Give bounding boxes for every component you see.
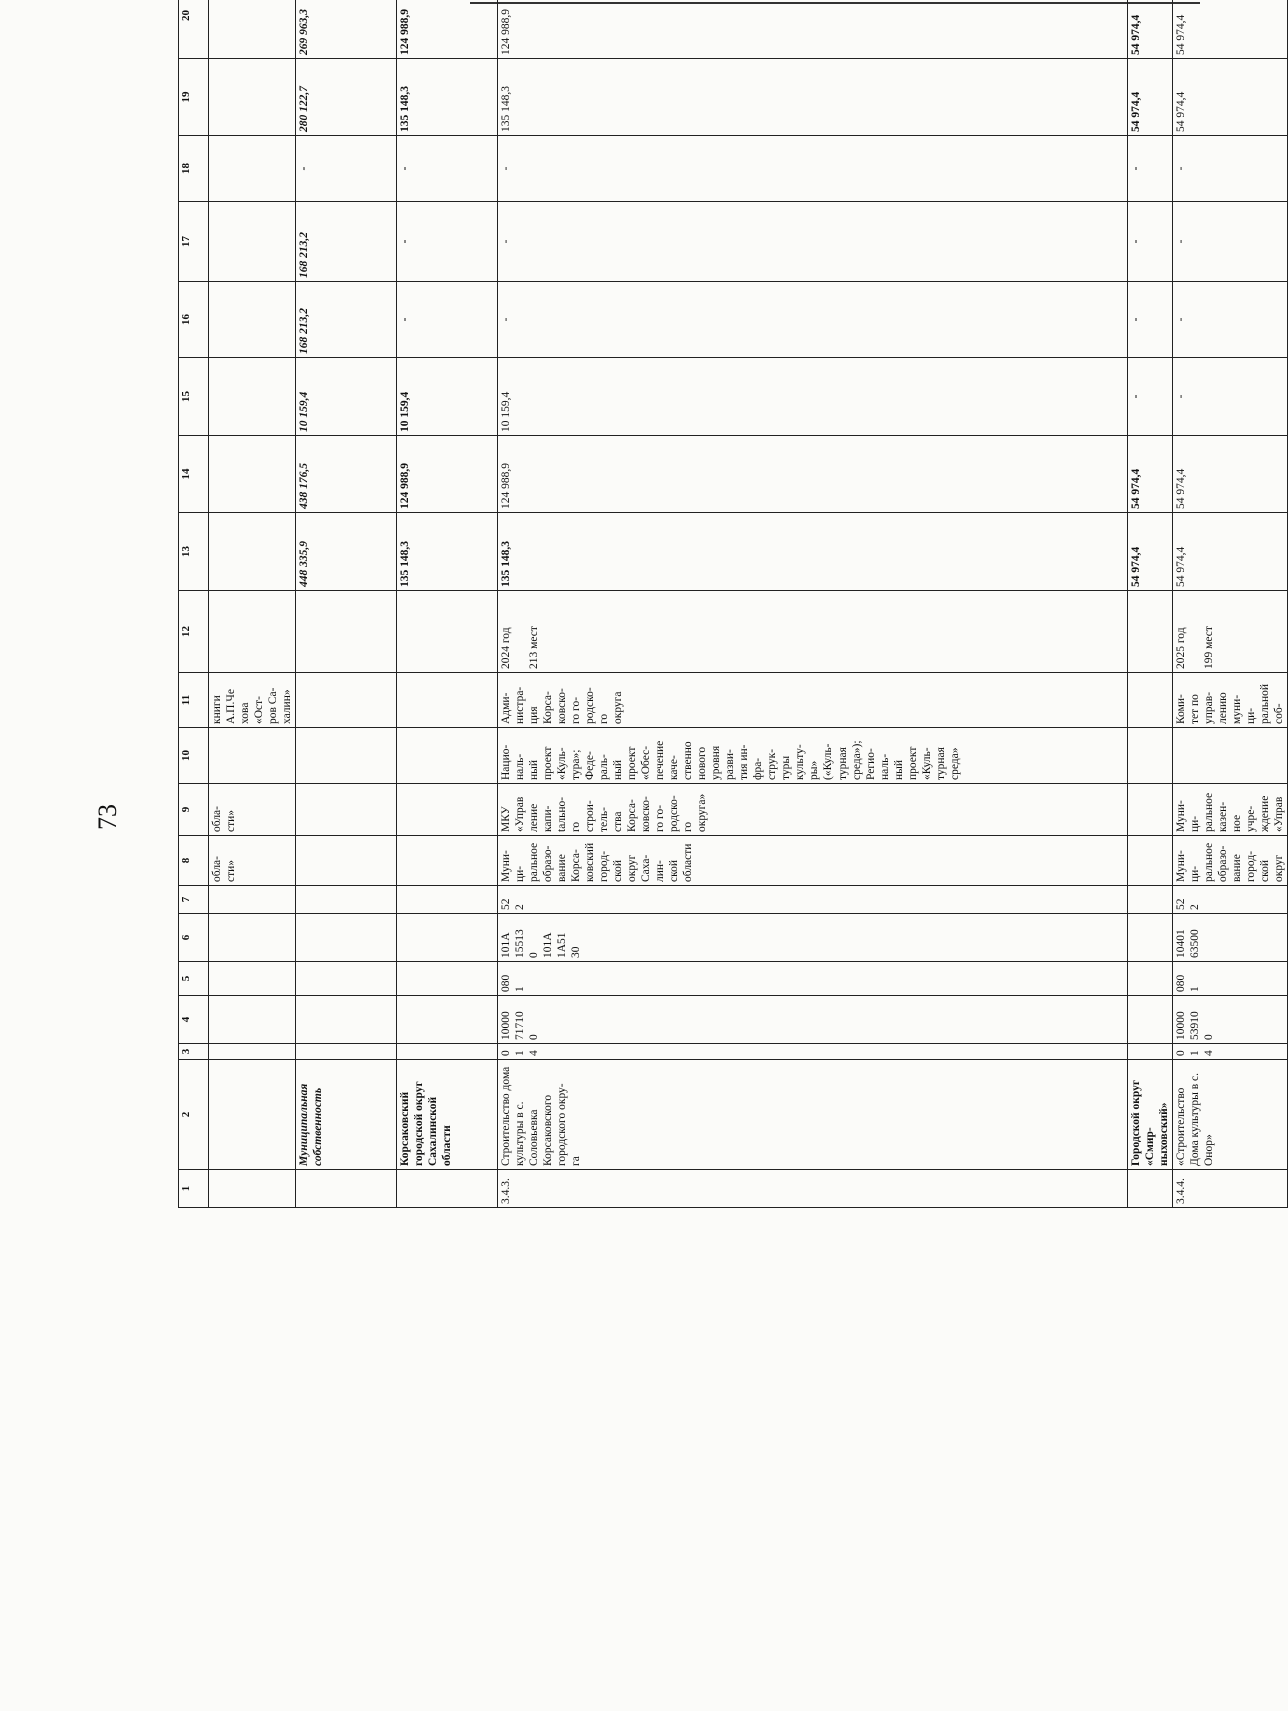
table-cell: 54 974,4 (1173, 59, 1288, 136)
table-cell: - (397, 136, 498, 202)
table-cell: - (397, 202, 498, 282)
table-cell: 168 213,2 (295, 202, 396, 282)
table-cell: - (1173, 358, 1288, 436)
table-cell (1128, 591, 1173, 673)
table-cell: Коми- тет по управ- лению муни- ци- pальной соб- (1173, 673, 1288, 728)
table-cell (208, 728, 295, 784)
table-cell: 10 159,4 (397, 358, 498, 436)
table-cell: Муни- ци- pальное образо- вание Корса- ковский город- ской округ Саха- лин- ской области (498, 836, 1128, 886)
table-cell (295, 1044, 396, 1060)
table-cell: - (1173, 136, 1288, 202)
table-cell (208, 591, 295, 673)
column-number-cell: 14 (179, 436, 209, 513)
table-cell (208, 358, 295, 436)
table-cell: 0 1 4 (498, 1044, 1128, 1060)
table-cell (397, 962, 498, 996)
table-cell (397, 784, 498, 836)
table-cell: книги А.П.Че хова «Ост- ров Са- халин» (208, 673, 295, 728)
table-cell: Нацио- наль- ный проект «Куль- тура»; Феде- раль- ный проект «Обес- печение каче- ственно нового уровня разви- тия ин- фра- струк- туры культу- ры» («Куль- турная среда»); Регио- наль- ный проект «Куль- турная среда» (498, 728, 1128, 784)
table-cell (1128, 836, 1173, 886)
table-cell: 135 148,3 (397, 513, 498, 591)
column-number-cell: 10 (179, 728, 209, 784)
column-number-cell: 4 (179, 996, 209, 1044)
table-cell (295, 784, 396, 836)
table-cell (397, 886, 498, 914)
row-continuation (208, 0, 295, 1208)
table-cell (295, 1170, 396, 1208)
table-cell: 54 974,4 (1173, 513, 1288, 591)
table-cell: 52 2 (498, 886, 1128, 914)
table-cell (208, 886, 295, 914)
table-cell: 54 974,4 (1128, 59, 1173, 136)
table-cell: 080 1 (1173, 962, 1288, 996)
column-numbers-row (179, 0, 209, 1208)
table-cell (295, 996, 396, 1044)
table-cell (295, 836, 396, 886)
column-number-cell: 20 (179, 0, 209, 59)
table-cell: Корсаковский городской округ Сахалинской области (397, 1060, 498, 1170)
row-municipal-property (295, 0, 396, 1208)
table-cell: обла- сти» (208, 836, 295, 886)
table-cell: 448 335,9 (295, 513, 396, 591)
column-number-cell: 17 (179, 202, 209, 282)
column-number-cell: 18 (179, 136, 209, 202)
table-cell (208, 0, 295, 59)
table-cell: 52 2 (1173, 886, 1288, 914)
program-table (178, 0, 1288, 1208)
table-cell: Адми- нистра- ция Корса- ковско- го го- родско- го округа (498, 673, 1128, 728)
column-number-cell: 9 (179, 784, 209, 836)
table-cell (1128, 996, 1173, 1044)
table-cell: Строительство дома культуры в с. Соловьевка Корсаковского городского окру- га (498, 1060, 1128, 1170)
table-cell: 10000 71710 0 (498, 996, 1128, 1044)
table-cell (208, 436, 295, 513)
row-smirnykh-district (1128, 0, 1173, 1208)
table-cell (295, 914, 396, 962)
table-viewport (178, 9, 1286, 1208)
table-cell (397, 996, 498, 1044)
table-cell (208, 1060, 295, 1170)
table-cell: 280 122,7 (295, 59, 396, 136)
table-cell: 54 974,4 (1128, 436, 1173, 513)
table-cell (397, 591, 498, 673)
table-cell (1128, 886, 1173, 914)
column-number-cell: 7 (179, 886, 209, 914)
table-cell: 10401 63500 (1173, 914, 1288, 962)
table-cell: «Строительство Дома культуры в с. Онор» (1173, 1060, 1288, 1170)
column-number-cell: 16 (179, 282, 209, 358)
row-korsakov-district (397, 0, 498, 1208)
table-cell: 124 988,9 (397, 436, 498, 513)
table-cell: Муни- ци- pальное образо- вание город- ской округ (1173, 836, 1288, 886)
table-cell (208, 962, 295, 996)
table-cell: 080 1 (498, 962, 1128, 996)
table-cell: 2025 год 199 мест (1173, 591, 1288, 673)
table-cell (1128, 728, 1173, 784)
table-cell (208, 202, 295, 282)
table-cell (208, 136, 295, 202)
table-cell: 124 988,9 (397, 0, 498, 59)
column-number-cell: 2 (179, 1060, 209, 1170)
table-cell: 2024 год 213 мест (498, 591, 1128, 673)
table-cell (397, 673, 498, 728)
column-number-cell: 12 (179, 591, 209, 673)
table-cell: 135 148,3 (498, 59, 1128, 136)
table-cell (295, 728, 396, 784)
table-cell: - (397, 282, 498, 358)
table-cell (397, 836, 498, 886)
table-cell (1128, 962, 1173, 996)
table-cell (397, 914, 498, 962)
column-number-cell: 8 (179, 836, 209, 886)
table-cell (1128, 784, 1173, 836)
table-cell: 3.4.3. (498, 1170, 1128, 1208)
column-number-cell: 3 (179, 1044, 209, 1060)
table-cell (1128, 1044, 1173, 1060)
table-cell (295, 886, 396, 914)
table-cell (397, 728, 498, 784)
table-cell: 10 159,4 (295, 358, 396, 436)
table-cell: Городской округ «Смир- ныховский» (1128, 1060, 1173, 1170)
table-cell: - (498, 202, 1128, 282)
table-cell: 124 988,9 (498, 436, 1128, 513)
table-cell (208, 513, 295, 591)
rotated-table-container (178, 9, 1286, 1208)
table-cell: 438 176,5 (295, 436, 396, 513)
table-cell (1128, 673, 1173, 728)
table-cell (397, 1044, 498, 1060)
table-cell (1173, 728, 1288, 784)
table-cell (1128, 1170, 1173, 1208)
table-cell: - (1173, 202, 1288, 282)
table-cell: - (295, 136, 396, 202)
table-cell (295, 673, 396, 728)
table-cell: 135 148,3 (397, 59, 498, 136)
column-number-cell: 19 (179, 59, 209, 136)
table-cell: 10 159,4 (498, 358, 1128, 436)
table-cell: 54 974,4 (1173, 436, 1288, 513)
table-cell: 10000 53910 0 (1173, 996, 1288, 1044)
table-cell: 101А 15513 0 101А 1А51 30 (498, 914, 1128, 962)
table-cell: - (498, 282, 1128, 358)
table-cell: обла- сти» (208, 784, 295, 836)
table-cell: Муниципальная собственность (295, 1060, 396, 1170)
table-cell (208, 1044, 295, 1060)
column-number-cell: 6 (179, 914, 209, 962)
table-cell (208, 282, 295, 358)
table-cell: - (1128, 202, 1173, 282)
table-cell: - (498, 136, 1128, 202)
column-number-cell: 1 (179, 1170, 209, 1208)
table-cell (397, 1170, 498, 1208)
table-cell (208, 914, 295, 962)
table-cell: - (1128, 136, 1173, 202)
table-cell: 3.4.4. (1173, 1170, 1288, 1208)
row-3-4-4 (1173, 0, 1288, 1208)
table-cell: 54 974,4 (1128, 0, 1173, 59)
page-number: 73 (93, 804, 122, 830)
table-cell: - (1128, 282, 1173, 358)
table-cell: 269 963,3 (295, 0, 396, 59)
table-cell: 54 974,4 (1173, 0, 1288, 59)
table-cell (295, 962, 396, 996)
table-cell: Муни- ци- pальное казен- ное учре- ждение «Управ (1173, 784, 1288, 836)
table-cell: 168 213,2 (295, 282, 396, 358)
table-cell: 54 974,4 (1128, 513, 1173, 591)
table-cell: - (1173, 282, 1288, 358)
row-3-4-3 (498, 0, 1128, 1208)
table-cell: МКУ «Управ ление капи- tально- го строи- тель- ства Корса- ковско- го го- родско- го округа» (498, 784, 1128, 836)
table-cell: - (1128, 358, 1173, 436)
table-cell: 124 988,9 (498, 0, 1128, 59)
table-cell (208, 1170, 295, 1208)
column-number-cell: 5 (179, 962, 209, 996)
table-cell (208, 59, 295, 136)
column-number-cell: 13 (179, 513, 209, 591)
column-number-cell: 15 (179, 358, 209, 436)
table-cell: 135 148,3 (498, 513, 1128, 591)
table-cell (1128, 914, 1173, 962)
table-cell: 0 1 4 (1173, 1044, 1288, 1060)
table-cell (295, 591, 396, 673)
column-number-cell: 11 (179, 673, 209, 728)
table-cell (208, 996, 295, 1044)
